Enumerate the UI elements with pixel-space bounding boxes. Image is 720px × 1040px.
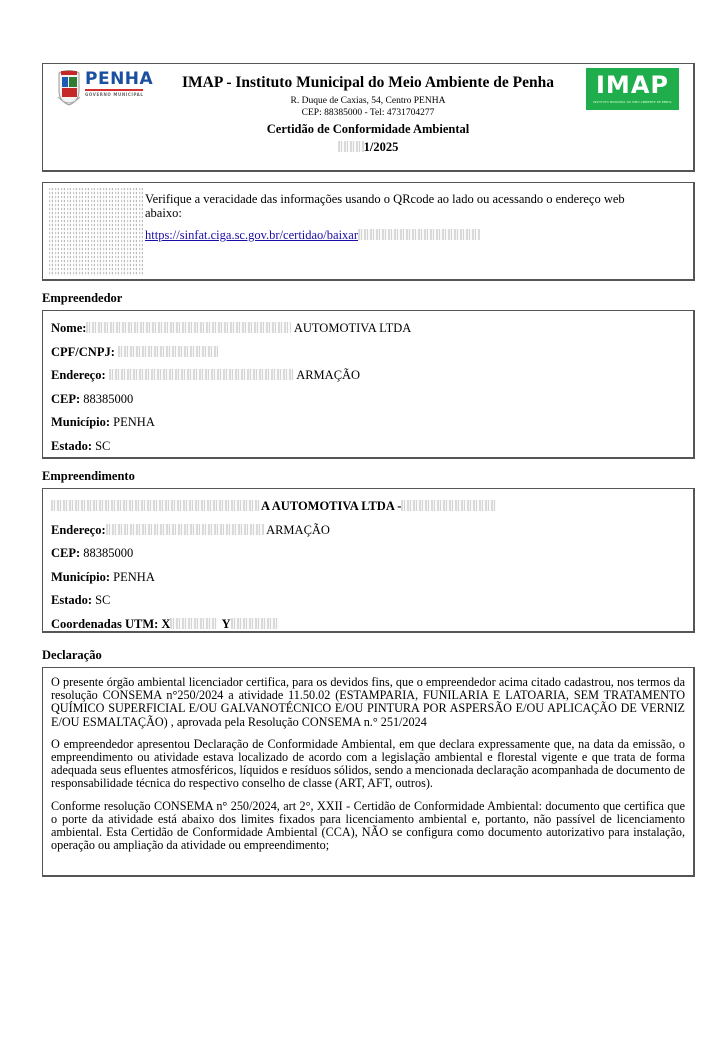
- header-box: [42, 63, 695, 172]
- redacted-empreendimento-id: [401, 500, 496, 511]
- empreendedor-cep-row: [51, 391, 685, 415]
- imap-logo-subtext: INSTITUTO MUNICIPAL DO MEIO AMBIENTE DE PENHA: [593, 101, 672, 104]
- municipio-label: Município:: [51, 415, 111, 429]
- estado-label: Estado:: [51, 593, 92, 607]
- qr-code-image[interactable]: [49, 188, 144, 276]
- header-address: R. Duque de Caxias, 54, Centro PENHA: [290, 96, 446, 106]
- empreendedor-cnpj-row: [51, 344, 685, 368]
- cep-value: 88385000: [83, 546, 134, 560]
- verification-box: [42, 182, 695, 281]
- empreendimento-cep-row: [51, 545, 685, 569]
- section-title-empreendedor: Empreendedor: [42, 291, 123, 305]
- empreendedor-nome-row: [51, 320, 685, 344]
- nome-label: Nome:: [51, 321, 87, 335]
- endereco-label: Endereço:: [51, 522, 106, 537]
- empreendimento-estado-row: [51, 592, 685, 616]
- endereco-label: Endereço:: [51, 368, 106, 382]
- redacted-endereco: [109, 369, 294, 380]
- cep-value: 88385000: [83, 391, 134, 406]
- cep-label: CEP:: [51, 391, 81, 406]
- imap-logo-text: IMAP: [596, 71, 669, 99]
- estado-label: Estado:: [51, 438, 92, 453]
- document-number: [43, 139, 693, 155]
- endereco-value: ARMAÇÃO: [296, 368, 361, 382]
- empreendedor-municipio-row: [51, 414, 685, 438]
- endereco-value: ARMAÇÃO: [266, 522, 330, 537]
- declaracao-paragraph-2: O empreendedor apresentou Declaração de Conformidade Ambiental, em que declara expressamente que, na data da emissão, o empreendimento ou atividade estava localizado de acordo com a legislação ambiental e florestal vigente e que trata de forma adequada seus efluentes atmosféricos, líquidos e resíduos sólidos, sendo a mencionada declaração acompanhada de documento de responsabilidade técnica do respectivo conselho de classe (ART, AFT, outros).: [51, 736, 685, 791]
- empreendimento-municipio-row: [51, 569, 685, 593]
- redacted-utm-x: [170, 618, 218, 629]
- estado-value: SC: [95, 593, 111, 607]
- empreendedor-estado-row: [51, 438, 685, 462]
- page-title: IMAP - Instituto Municipal do Meio Ambiente de Penha: [181, 74, 554, 91]
- verification-link-row: [145, 228, 480, 243]
- empreendimento-nome-row: [51, 498, 685, 522]
- utm-x-label: X: [161, 616, 171, 631]
- municipio-value: PENHA: [113, 569, 155, 584]
- utm-label: Coordenadas UTM:: [51, 616, 159, 631]
- section-title-empreendimento: Empreendimento: [42, 469, 135, 483]
- declaracao-paragraph-1: O presente órgão ambiental licenciador certifica, para os devidos fins, que o empreendedor acima citado cadastrou, nos termos da resolução CONSEMA n°250/2024 a atividade 11.50.02 (ESTAMPARIA, FUNILARIA E LATOARIA, SEM TRATAMENTO QUÍMICO SUPERFICIAL E/OU GALVANOTÉCNICO E/OU PINTURA POR ASPERSÃO E/OU APLICAÇÃO DE VERNIZ E/OU ESMALTAÇÃO) , aprovada pela Resolução CONSEMA n.° 251/2024: [51, 675, 685, 729]
- redacted-empreendimento-nome: [51, 500, 261, 511]
- header-contact: CEP: 88385000 - Tel: 4731704277: [301, 108, 435, 118]
- declaracao-paragraph-3: Conforme resolução CONSEMA n° 250/2024, art 2°, XXII - Certidão de Conformidade Ambiental: documento que certifica que o porte da atividade está abaixo dos limites fixados para licenciamento ambiental e, portanto, não passível de licenciamento ambiental. Esta Certidão de Conformidade Ambiental (CCA), NÃO se configura como documento autorizativo para instalação, operação ou ampliação da atividade ou empreendimento;: [51, 798, 685, 853]
- empreendimento-box: [42, 488, 695, 633]
- nome-value: AUTOMOTIVA LTDA: [293, 321, 412, 335]
- penha-logo-text: PENHA: [85, 69, 154, 89]
- redacted-cnpj: [118, 346, 218, 357]
- section-title-declaracao: Declaração: [42, 648, 102, 662]
- redacted-link-code: [358, 229, 480, 240]
- municipio-value: PENHA: [113, 415, 155, 429]
- empreendimento-nome-value: A AUTOMOTIVA LTDA -: [261, 499, 402, 513]
- empreendedor-box: [42, 310, 695, 459]
- utm-y-label: Y: [221, 616, 231, 631]
- cep-label: CEP:: [51, 546, 81, 560]
- declaracao-box: [42, 667, 695, 877]
- penha-logo-subtext: GOVERNO MUNICIPAL: [85, 92, 144, 97]
- estado-value: SC: [95, 438, 111, 453]
- document-number-suffix: 1/2025: [363, 140, 399, 154]
- redacted-nome: [86, 322, 291, 333]
- municipio-label: Município:: [51, 569, 111, 584]
- empreendimento-endereco-row: [51, 522, 685, 546]
- verification-link[interactable]: https://sinfat.ciga.sc.gov.br/certidao/baixar: [145, 228, 359, 242]
- document-type: Certidão de Conformidade Ambiental: [266, 122, 470, 136]
- verification-text: Verifique a veracidade das informações usando o QRcode ao lado ou acessando o endereço web abaixo:: [145, 192, 625, 220]
- redacted-utm-y: [231, 618, 279, 629]
- redacted-endereco: [106, 524, 264, 535]
- redacted-number: [338, 141, 364, 152]
- empreendedor-endereco-row: [51, 367, 685, 391]
- cnpj-label: CPF/CNPJ:: [51, 344, 115, 359]
- empreendimento-utm-row: [51, 616, 685, 640]
- imap-logo: [586, 68, 679, 110]
